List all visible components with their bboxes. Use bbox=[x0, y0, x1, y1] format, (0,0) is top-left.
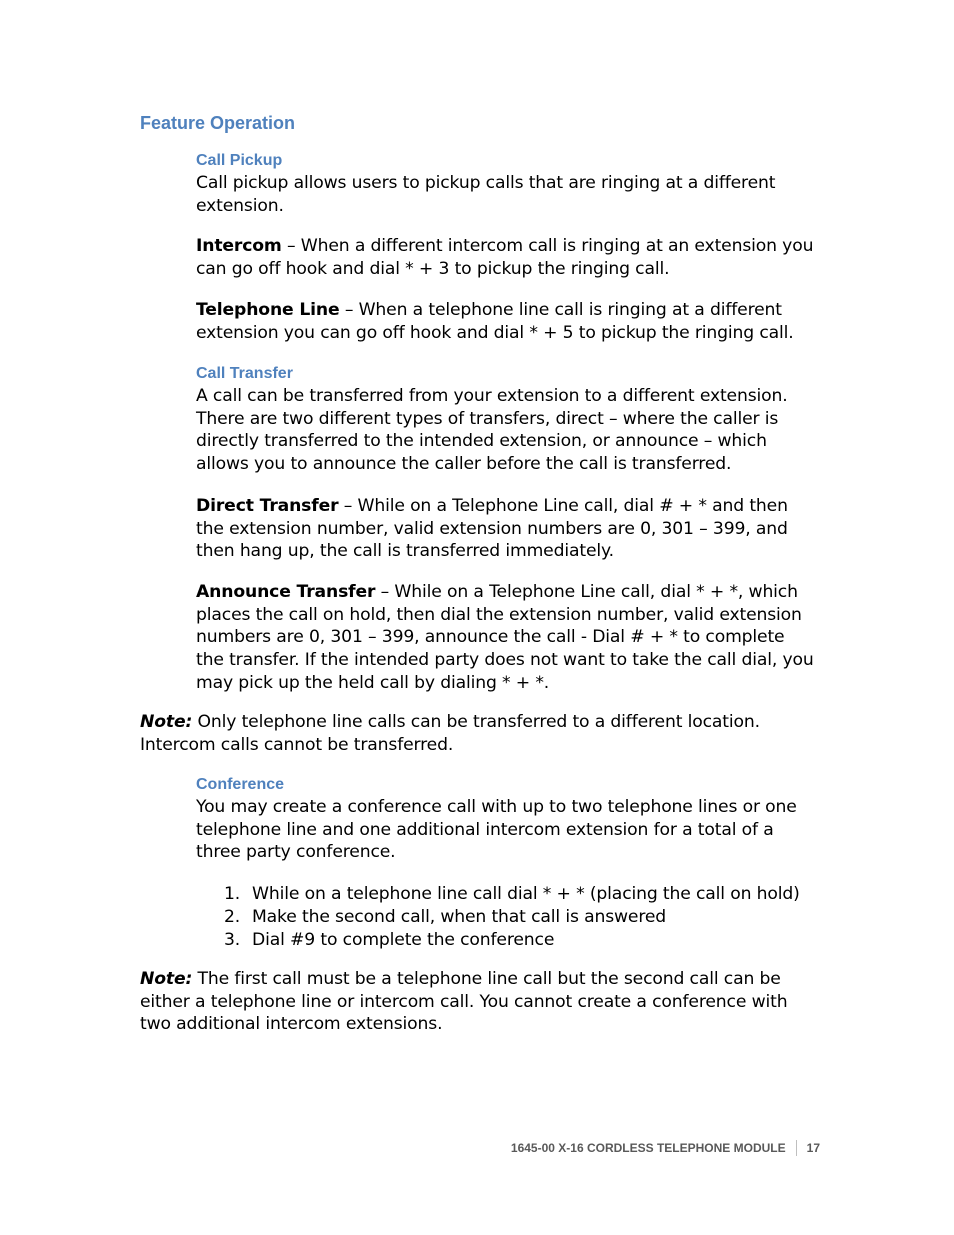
intercom-text: – When a different intercom call is ringing at an extension you can go off hook and dial * + 3 to pickup the ringing call. bbox=[196, 236, 814, 280]
call-transfer-intro: A call can be transferred from your extension to a different extension. There are two different types of transfers, direct – where the caller is directly transferred to the intended extension, or announce – which allows you to announce the caller before the call is transferred. bbox=[196, 386, 788, 475]
direct-transfer-paragraph bbox=[196, 495, 816, 563]
note-label: Note: bbox=[140, 712, 193, 732]
list-item: 1. While on a telephone line call dial * + * (placing the call on hold) bbox=[224, 884, 800, 905]
note-text: The first call must be a telephone line call but the second call can be either a telephone line or intercom call. You cannot create a conference with two additional intercom extensions. bbox=[140, 969, 788, 1035]
telephone-line-text: – When a telephone line call is ringing at a different extension you can go off hook and dial * + 5 to pickup the ringing call. bbox=[196, 299, 794, 343]
note-text: Only telephone line calls can be transferred to a different location. Intercom calls cannot be transferred. bbox=[140, 712, 760, 755]
conference-section bbox=[196, 774, 816, 951]
telephone-line-paragraph bbox=[196, 299, 816, 344]
page-number: 17 bbox=[806, 1141, 820, 1155]
document-title: 1645-00 X-16 CORDLESS TELEPHONE MODULE bbox=[510, 1141, 786, 1155]
call-transfer-title: Call Transfer bbox=[196, 365, 293, 382]
note-label: Note: bbox=[140, 969, 193, 989]
intercom-paragraph bbox=[196, 235, 816, 280]
list-item: 2. Make the second call, when that call is answered bbox=[224, 906, 667, 927]
direct-transfer-label: Direct Transfer bbox=[196, 495, 339, 516]
telephone-line-label: Telephone Line bbox=[196, 299, 340, 320]
footer-divider bbox=[796, 1140, 797, 1156]
section-heading: Feature Operation bbox=[140, 113, 296, 133]
intercom-label: Intercom bbox=[196, 236, 282, 257]
note-transfer bbox=[140, 711, 816, 756]
conference-intro: You may create a conference call with up to two telephone lines or one telephone line and one additional intercom extension for a total of a three party conference. bbox=[196, 797, 797, 863]
list-item: 3. Dial #9 to complete the conference bbox=[224, 929, 555, 950]
call-pickup-title: Call Pickup bbox=[196, 152, 283, 169]
announce-transfer-paragraph bbox=[196, 581, 816, 695]
announce-transfer-text: – While on a Telephone Line call, dial * + *, which places the call on hold, then dial the extension number, valid extension numbers are 0, 301 – 399, announce the call - Dial # + * to complete the transfer. If the intended party does not want to take the call dial, you may pick up the held call by dialing * + *. bbox=[196, 581, 814, 693]
direct-transfer-text: – While on a Telephone Line call, dial # + * and then the extension number, valid extension numbers are 0, 301 – 399, and then hang up, the call is transferred immediately. bbox=[196, 495, 788, 562]
call-transfer-section bbox=[196, 363, 816, 694]
conference-title: Conference bbox=[196, 776, 285, 793]
page-footer bbox=[511, 1140, 820, 1156]
announce-transfer-label: Announce Transfer bbox=[196, 581, 376, 602]
conference-steps bbox=[196, 883, 816, 951]
call-pickup-section bbox=[196, 150, 816, 344]
note-conference bbox=[140, 968, 816, 1036]
call-pickup-intro: Call pickup allows users to pickup calls that are ringing at a different extension. bbox=[196, 173, 776, 216]
